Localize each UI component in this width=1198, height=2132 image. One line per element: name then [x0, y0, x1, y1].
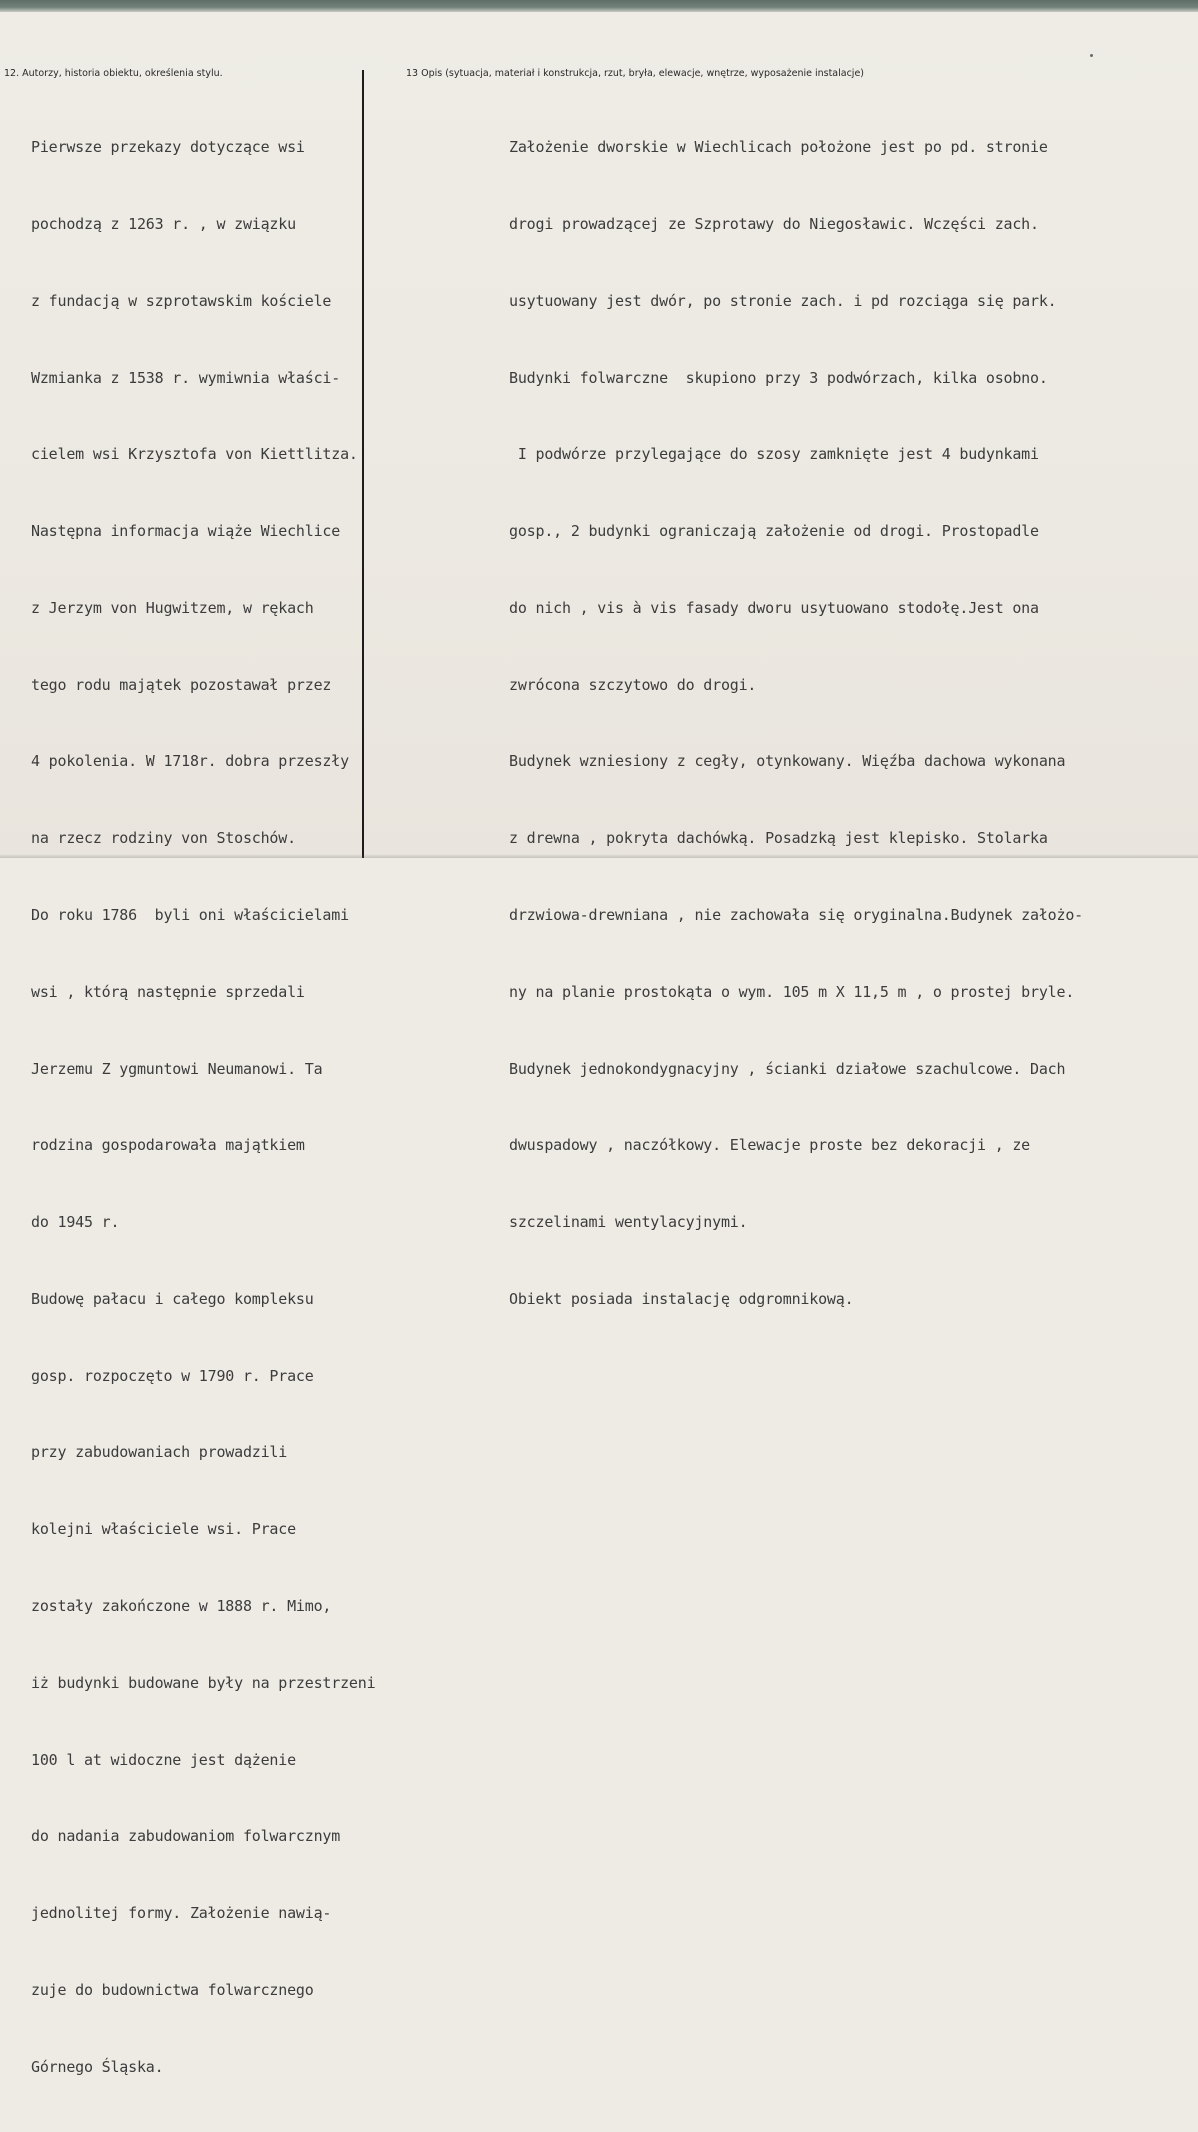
top-edge-strip — [0, 0, 1198, 12]
description-line: Budynek wzniesiony z cegły, otynkowany. Więźba dachowa wykonana — [509, 752, 1066, 771]
description-line: zwrócona szczytowo do drogi. — [509, 675, 757, 694]
history-line: iż budynki budowane były na przestrzeni — [31, 1673, 376, 1692]
description-line: ny na planie prostokąta o wym. 105 m X 11,5 m , o prostej bryle. — [509, 982, 1075, 1001]
description-line: Obiekt posiada instalację odgromnikową. — [509, 1289, 854, 1308]
section-13-header: 13 Opis (sytuacja, materiał i konstrukcja, rzut, bryła, elewacje, wnętrze, wyposażenie instalacje) — [406, 68, 864, 79]
history-text-column — [31, 84, 431, 2132]
history-line: z fundacją w szprotawskim kościele — [31, 291, 332, 310]
history-line: tego rodu majątek pozostawał przez — [31, 675, 332, 694]
history-line: kolejni właściciele wsi. Prace — [31, 1520, 296, 1539]
description-line: usytuowany jest dwór, po stronie zach. i pd rozciąga się park. — [509, 291, 1057, 310]
history-line: 100 l at widoczne jest dążenie — [31, 1750, 296, 1769]
description-line: z drewna , pokryta dachówką. Posadzką jest klepisko. Stolarka — [509, 829, 1048, 848]
description-line: Budynki folwarczne skupiono przy 3 podwórzach, kilka osobno. — [509, 368, 1048, 387]
description-line: do nich , vis à vis fasady dworu usytuowano stodołę.Jest ona — [509, 598, 1039, 617]
description-line: drogi prowadzącej ze Szprotawy do Niegosławic. Wczęści zach. — [509, 214, 1039, 233]
history-line: Wzmianka z 1538 r. wymiwnia właści- — [31, 368, 341, 387]
history-line: wsi , którą następnie sprzedali — [31, 982, 305, 1001]
bottom-edge-shadow — [0, 854, 1198, 858]
history-line: cielem wsi Krzysztofa von Kiettlitza. — [31, 445, 358, 464]
history-line: Pierwsze przekazy dotyczące wsi — [31, 138, 305, 157]
history-line: do 1945 r. — [31, 1213, 120, 1232]
description-line: drzwiowa-drewniana , nie zachowała się oryginalna.Budynek założo- — [509, 906, 1083, 924]
history-line: do nadania zabudowaniom folwarcznym — [31, 1827, 341, 1846]
description-line: dwuspadowy , naczółkowy. Elewacje proste bez dekoracji , ze — [509, 1136, 1031, 1155]
section-12-header: 12. Autorzy, historia obiektu, określenia stylu. — [4, 68, 223, 79]
history-line: Górnego Śląska. — [31, 2057, 164, 2076]
description-line: Budynek jednokondygnacyjny , ścianki działowe szachulcowe. Dach — [509, 1059, 1066, 1078]
history-line: rodzina gospodarowała majątkiem — [31, 1136, 305, 1155]
history-line: zuje do budownictwa folwarcznego — [31, 1980, 314, 1999]
history-line: przy zabudowaniach prowadzili — [31, 1443, 288, 1462]
description-text-column — [509, 84, 1169, 1364]
history-line: Budowę pałacu i całego kompleksu — [31, 1289, 314, 1308]
ink-dot — [1090, 54, 1093, 57]
history-line: jednolitej formy. Założenie nawią- — [31, 1904, 332, 1923]
history-line: na rzecz rodziny von Stoschów. — [31, 829, 296, 848]
history-line: pochodzą z 1263 r. , w związku — [31, 214, 296, 233]
history-line: z Jerzym von Hugwitzem, w rękach — [31, 598, 314, 617]
history-line: gosp. rozpoczęto w 1790 r. Prace — [31, 1366, 314, 1385]
history-line: zostały zakończone w 1888 r. Mimo, — [31, 1597, 332, 1616]
description-line: I podwórze przylegające do szosy zamknięte jest 4 budynkami — [509, 445, 1039, 464]
description-line: Założenie dworskie w Wiechlicach położone jest po pd. stronie — [509, 138, 1048, 157]
history-line: 4 pokolenia. W 1718r. dobra przeszły — [31, 752, 349, 771]
description-line: szczelinami wentylacyjnymi. — [509, 1213, 748, 1232]
history-line: Następna informacja wiąże Wiechlice — [31, 522, 341, 541]
description-line: gosp., 2 budynki ograniczają założenie od drogi. Prostopadle — [509, 522, 1039, 541]
history-line: Do roku 1786 byli oni właścicielami — [31, 906, 349, 924]
history-line: Jerzemu Z ygmuntowi Neumanowi. Ta — [31, 1059, 323, 1078]
